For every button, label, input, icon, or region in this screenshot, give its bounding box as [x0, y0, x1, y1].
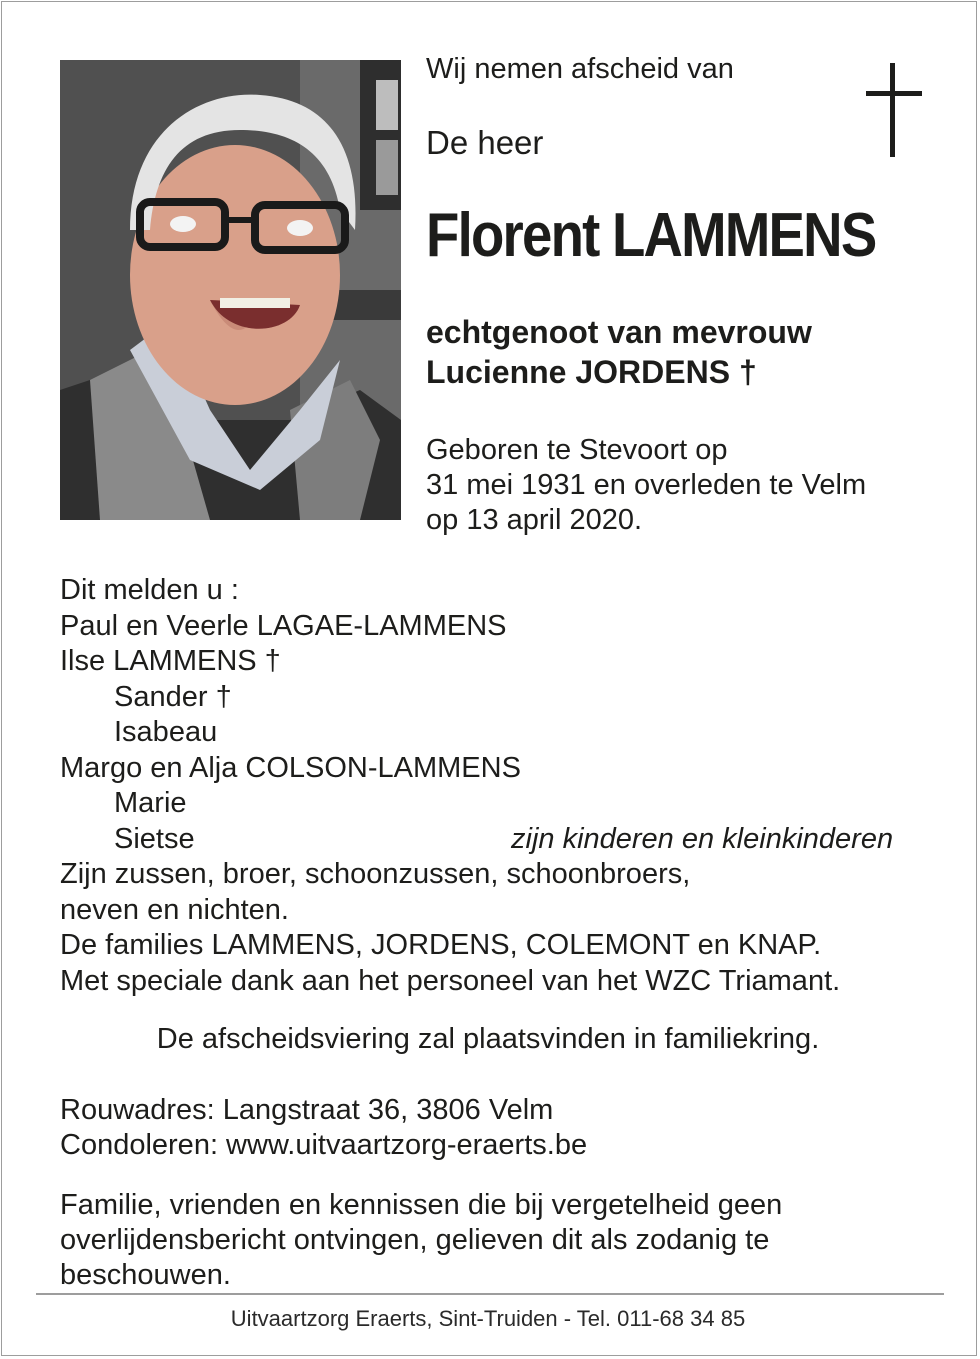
family-line: Ilse LAMMENS †	[60, 645, 281, 677]
spouse-block	[426, 312, 812, 392]
notice-block	[60, 1188, 782, 1293]
notice-line-3: beschouwen.	[60, 1259, 231, 1291]
born-line-1: Geboren te Stevoort op	[426, 434, 728, 466]
birth-death-block	[426, 433, 866, 538]
notice-line-2: overlijdensbericht ontvingen, gelieven dit als zodanig te	[60, 1224, 770, 1256]
spouse-line-1: echtgenoot van mevrouw	[426, 314, 812, 350]
family-line: Met speciale dank aan het personeel van het WZC Triamant.	[60, 964, 841, 997]
footer-text: Uitvaartzorg Eraerts, Sint-Truiden - Tel. 011-68 34 85	[230, 1306, 746, 1331]
family-line: Dit melden u :	[60, 574, 239, 606]
honorific: De heer	[426, 124, 544, 161]
condoleren: Condoleren: www.uitvaartzorg-eraerts.be	[60, 1129, 588, 1161]
family-line: Paul en Veerle LAGAE-LAMMENS	[60, 609, 507, 642]
relation-note: zijn kinderen en kleinkinderen	[511, 822, 894, 855]
family-line: neven en nichten.	[60, 893, 289, 926]
family-line: Sietse	[114, 822, 195, 855]
family-list	[60, 573, 930, 999]
family-line: Marie	[114, 787, 187, 819]
address-block	[60, 1093, 587, 1163]
latin-cross-icon	[866, 63, 922, 157]
portrait-photo	[60, 60, 401, 520]
notice-line-1: Familie, vrienden en kennissen die bij vergetelheid geen	[60, 1189, 783, 1221]
rouwadres: Rouwadres: Langstraat 36, 3806 Velm	[60, 1094, 554, 1126]
family-line-with-note	[60, 822, 930, 858]
family-line: Margo en Alja COLSON-LAMMENS	[60, 751, 521, 784]
family-line: Zijn zussen, broer, schoonzussen, schoonbroers,	[60, 858, 691, 890]
born-line-3: op 13 april 2020.	[426, 504, 643, 536]
family-line: Isabeau	[114, 716, 218, 748]
ceremony-text: De afscheidsviering zal plaatsvinden in familiekring.	[156, 1023, 820, 1055]
intro-text: Wij nemen afscheid van	[426, 53, 734, 85]
born-line-2: 31 mei 1931 en overleden te Velm	[426, 469, 867, 501]
deceased-name: Florent LAMMENS	[426, 201, 876, 270]
family-line: Sander †	[114, 680, 232, 713]
spouse-line-2: Lucienne JORDENS †	[426, 354, 757, 390]
footer-divider	[36, 1293, 944, 1295]
family-line: De families LAMMENS, JORDENS, COLEMONT en KNAP.	[60, 929, 822, 961]
